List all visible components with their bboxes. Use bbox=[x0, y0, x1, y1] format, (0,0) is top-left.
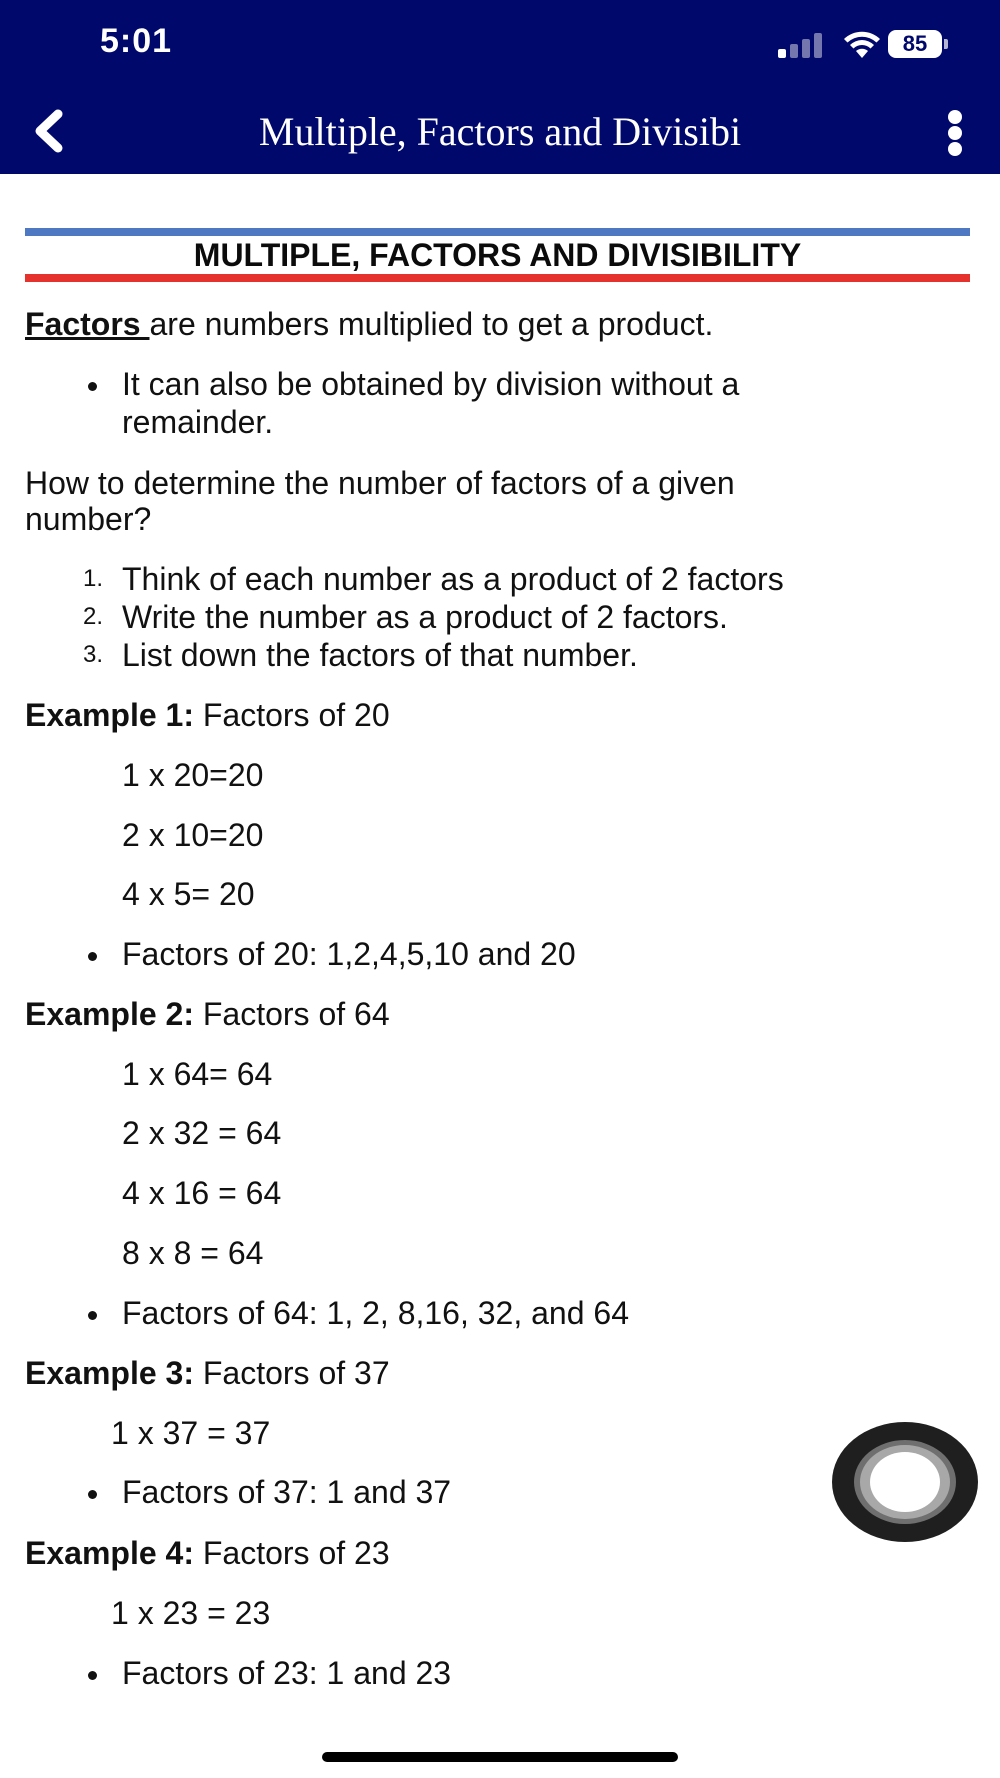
cellular-signal-icon bbox=[778, 32, 828, 58]
example-subject: Factors of 64 bbox=[193, 996, 390, 1032]
example-equation: 2 x 32 = 64 bbox=[122, 1115, 282, 1151]
step-number: 3. bbox=[83, 641, 104, 668]
definition-bullet-continued: remainder. bbox=[122, 404, 274, 440]
example-label: Example 2: bbox=[25, 996, 194, 1032]
step-number: 1. bbox=[83, 565, 104, 592]
status-bar bbox=[0, 0, 1000, 88]
example-title bbox=[25, 995, 390, 1033]
example-result: Factors of 64: 1, 2, 8,16, 32, and 64 bbox=[122, 1295, 629, 1331]
definition-text: are numbers multiplied to get a product. bbox=[149, 306, 714, 342]
definition-term: Factors bbox=[25, 306, 150, 342]
example-subject: Factors of 20 bbox=[193, 697, 390, 733]
example-equation: 8 x 8 = 64 bbox=[122, 1235, 264, 1271]
floating-assistive-button[interactable] bbox=[832, 1422, 978, 1542]
definition-line bbox=[25, 305, 713, 343]
example-equation: 1 x 64= 64 bbox=[122, 1056, 273, 1092]
question-line-2: number? bbox=[25, 501, 152, 537]
home-indicator[interactable] bbox=[322, 1752, 678, 1762]
example-label: Example 1: bbox=[25, 697, 194, 733]
more-options-icon[interactable] bbox=[930, 108, 978, 156]
step-text: Write the number as a product of 2 factors. bbox=[122, 599, 728, 635]
status-time: 5:01 bbox=[100, 22, 173, 60]
example-title bbox=[25, 1534, 390, 1572]
example-equation: 4 x 5= 20 bbox=[122, 876, 255, 912]
example-result: Factors of 20: 1,2,4,5,10 and 20 bbox=[122, 936, 576, 972]
example-label: Example 4: bbox=[25, 1535, 194, 1571]
app-bar bbox=[0, 88, 1000, 174]
example-equation: 1 x 23 = 23 bbox=[111, 1595, 271, 1631]
example-equation: 4 x 16 = 64 bbox=[122, 1175, 282, 1211]
example-title bbox=[25, 1354, 390, 1392]
page-title: Multiple, Factors and Divisibi bbox=[258, 109, 742, 154]
step-text: Think of each number as a product of 2 factors bbox=[122, 561, 784, 597]
example-equation: 1 x 20=20 bbox=[122, 757, 264, 793]
wifi-icon bbox=[842, 28, 882, 60]
heading-top-rule bbox=[25, 228, 970, 236]
heading-bottom-rule bbox=[25, 274, 970, 282]
content-heading: MULTIPLE, FACTORS AND DIVISIBILITY bbox=[193, 237, 802, 273]
definition-bullet: It can also be obtained by division without a bbox=[122, 366, 740, 402]
back-arrow-icon[interactable] bbox=[26, 106, 76, 156]
example-result: Factors of 23: 1 and 23 bbox=[122, 1655, 452, 1691]
example-equation: 2 x 10=20 bbox=[122, 817, 264, 853]
question-line-1: How to determine the number of factors of a given bbox=[25, 465, 735, 501]
example-label: Example 3: bbox=[25, 1355, 194, 1391]
example-equation: 1 x 37 = 37 bbox=[111, 1415, 271, 1451]
example-subject: Factors of 37 bbox=[193, 1355, 390, 1391]
example-title bbox=[25, 696, 390, 734]
step-number: 2. bbox=[83, 603, 104, 630]
step-text: List down the factors of that number. bbox=[122, 637, 638, 673]
example-subject: Factors of 23 bbox=[193, 1535, 390, 1571]
example-result: Factors of 37: 1 and 37 bbox=[122, 1474, 452, 1510]
fab-center bbox=[870, 1452, 940, 1512]
battery-indicator: 85 bbox=[888, 30, 942, 58]
